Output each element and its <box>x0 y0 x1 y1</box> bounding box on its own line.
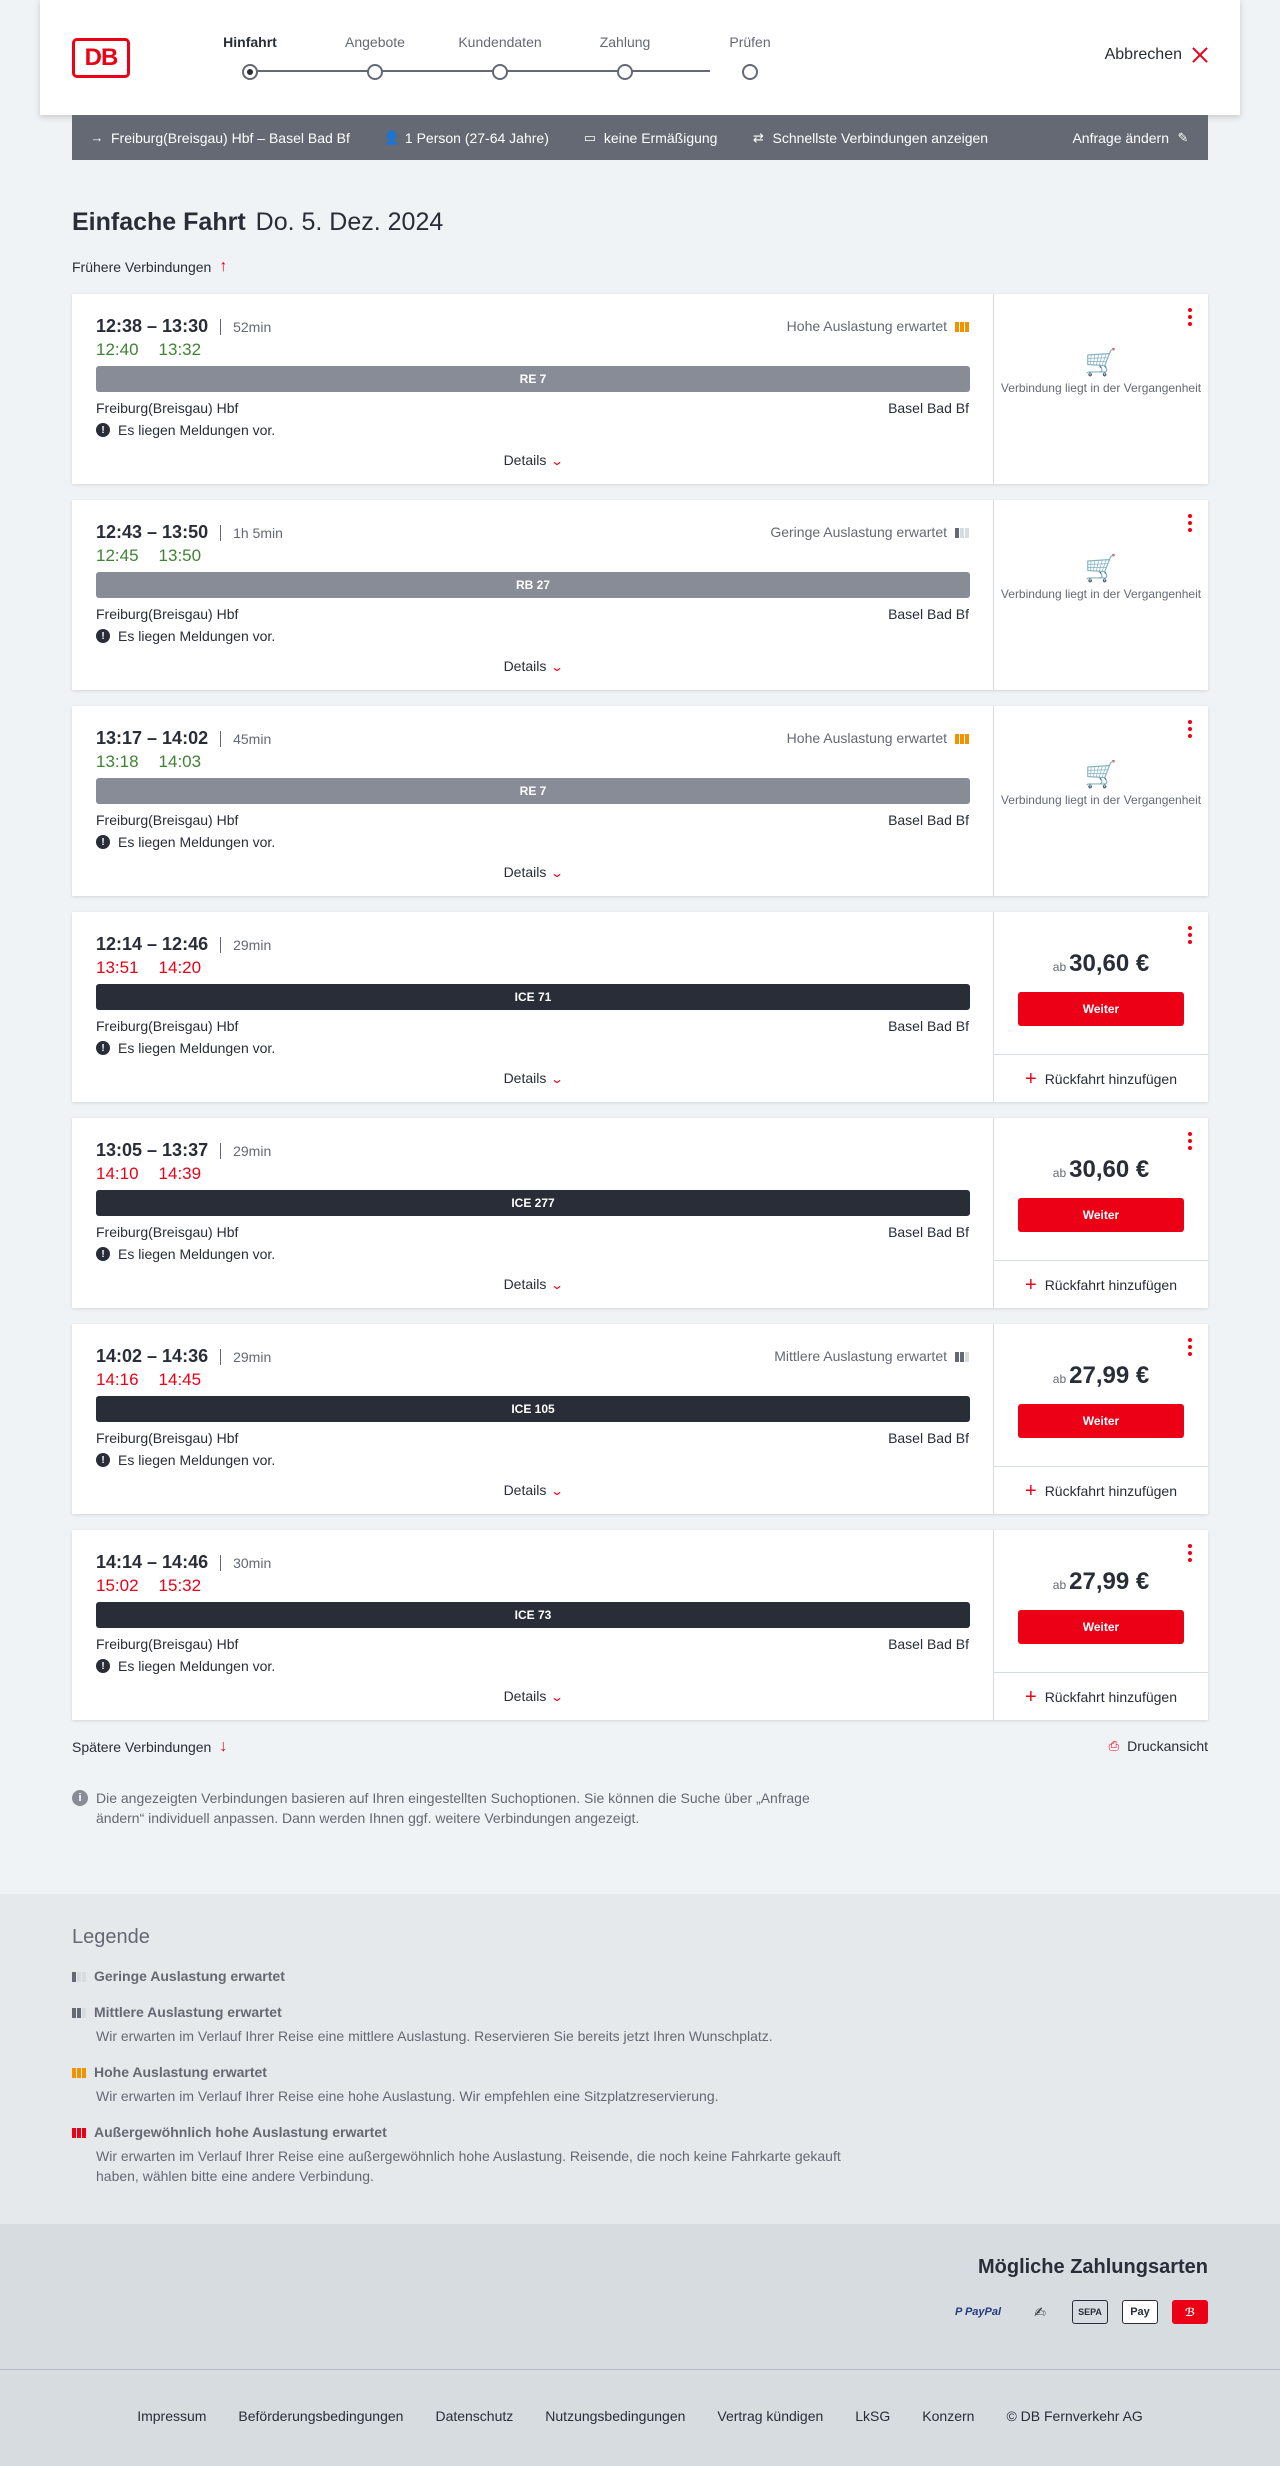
load-high-icon <box>72 2066 86 2078</box>
price-prefix: ab <box>1052 1166 1067 1180</box>
route-text: Freiburg(Breisgau) Hbf – Basel Bad Bf <box>111 129 350 146</box>
divider <box>220 937 221 953</box>
divider <box>220 1555 221 1571</box>
load-very-high-icon <box>72 2126 86 2138</box>
continue-button[interactable]: Weiter <box>1018 1404 1184 1438</box>
legend-item-low <box>72 1968 872 1984</box>
sepa-icon: SEPA <box>1072 2300 1108 2324</box>
footer-link-datenschutz[interactable]: Datenschutz <box>435 2408 514 2424</box>
realtime-arrival: 13:50 <box>158 546 202 565</box>
planned-times <box>96 1140 271 1161</box>
details-toggle[interactable] <box>72 658 994 674</box>
arrow-up-icon: ↑ <box>219 258 228 275</box>
origin-station: Freiburg(Breisgau) Hbf <box>96 400 239 416</box>
legend-desc: Wir erwarten im Verlauf Ihrer Reise eine außergewöhnlich hohe Auslastung. Reisende, die noch keine Fahrkarte gekauft haben, wählen bitte eine andere Verbindung. <box>96 2148 841 2184</box>
footer-link-lksg[interactable]: LkSG <box>855 2408 891 2424</box>
add-return-label: Rückfahrt hinzufügen <box>1044 1070 1177 1087</box>
load-indicator <box>787 730 969 746</box>
plus-icon: + <box>1025 1067 1037 1090</box>
offer-panel <box>994 706 1208 896</box>
past-text: Verbindung liegt in der Vergangenheit <box>1000 381 1202 395</box>
chevron-down-icon: ⌄ <box>550 1278 565 1292</box>
time-range: 12:43 – 13:50 <box>96 522 209 542</box>
step-zahlung[interactable] <box>575 34 675 80</box>
connection-info <box>72 706 994 896</box>
connection-info <box>72 912 994 1102</box>
add-return-label: Rückfahrt hinzufügen <box>1044 1276 1177 1293</box>
notice-text: Es liegen Meldungen vor. <box>118 1452 276 1468</box>
more-options-icon[interactable] <box>1188 308 1192 326</box>
fastest-option <box>751 130 988 146</box>
realtime-departure: 14:10 <box>96 1164 139 1183</box>
duration: 29min <box>233 936 272 953</box>
connection-card <box>72 1530 1208 1720</box>
realtime-arrival: 14:45 <box>158 1370 202 1389</box>
footer-copyright: © DB Fernverkehr AG <box>1006 2408 1143 2424</box>
realtime-arrival: 14:39 <box>158 1164 202 1183</box>
realtime-times <box>96 1164 201 1184</box>
notice-message <box>96 1452 275 1468</box>
plus-icon: + <box>1025 1273 1037 1296</box>
time-range: 12:14 – 12:46 <box>96 934 209 954</box>
details-label: Details <box>503 1688 547 1704</box>
print-label: Druckansicht <box>1127 1738 1208 1754</box>
offer-panel <box>994 1118 1208 1308</box>
load-high-icon <box>955 732 969 744</box>
notice-text: Es liegen Meldungen vor. <box>118 1246 276 1262</box>
price-value: 27,99 € <box>1069 1568 1150 1595</box>
change-request-button[interactable] <box>1072 130 1190 146</box>
alert-icon: ! <box>96 423 110 437</box>
realtime-departure: 13:18 <box>96 752 139 771</box>
details-label: Details <box>503 658 547 674</box>
notice-text: Es liegen Meldungen vor. <box>118 834 276 850</box>
origin-station: Freiburg(Breisgau) Hbf <box>96 1224 239 1240</box>
step-hinfahrt[interactable] <box>200 34 300 80</box>
header <box>40 0 1240 115</box>
destination-station: Basel Bad Bf <box>888 606 969 622</box>
load-low-icon <box>955 526 969 538</box>
chevron-down-icon: ⌄ <box>550 1484 565 1498</box>
info-note <box>72 1788 852 1828</box>
realtime-times <box>96 752 201 772</box>
step-pruefen[interactable] <box>700 34 800 80</box>
time-range: 13:17 – 14:02 <box>96 728 209 748</box>
price-value: 30,60 € <box>1069 1156 1150 1183</box>
notice-message <box>96 422 275 438</box>
legend-item-mid <box>72 2004 872 2046</box>
destination-station: Basel Bad Bf <box>888 1018 969 1034</box>
discount-text: keine Ermäßigung <box>603 129 718 146</box>
legend-title: Legende <box>72 1926 150 1948</box>
step-dot <box>242 64 258 80</box>
origin-station: Freiburg(Breisgau) Hbf <box>96 606 239 622</box>
footer-link-befoerderungsbedingungen[interactable]: Beförderungsbedingungen <box>238 2408 404 2424</box>
legend-item-high <box>72 2064 872 2106</box>
duration: 30min <box>233 1554 272 1571</box>
connection-card <box>72 1118 1208 1308</box>
connection-card <box>72 294 1208 484</box>
train-bar[interactable]: ICE 71 <box>96 984 970 1010</box>
person-icon: 👤 <box>383 129 401 145</box>
past-text: Verbindung liegt in der Vergangenheit <box>1000 793 1202 807</box>
connection-info <box>72 1324 994 1514</box>
more-options-icon[interactable] <box>1188 720 1192 738</box>
offer-panel <box>994 912 1208 1102</box>
duration: 45min <box>233 730 272 747</box>
realtime-arrival: 15:32 <box>158 1576 202 1595</box>
load-indicator <box>770 524 969 540</box>
footer-link-nutzungsbedingungen[interactable]: Nutzungsbedingungen <box>545 2408 686 2424</box>
price-prefix: ab <box>1052 960 1067 974</box>
passenger-summary <box>384 130 549 146</box>
realtime-arrival: 14:20 <box>158 958 202 977</box>
legend-head: Geringe Auslastung erwartet <box>94 1968 285 1984</box>
offer-panel <box>994 1530 1208 1720</box>
planned-times <box>96 728 271 749</box>
notice-text: Es liegen Meldungen vor. <box>118 628 276 644</box>
chevron-down-icon: ⌄ <box>550 866 565 880</box>
step-angebote[interactable] <box>325 34 425 80</box>
trip-type: Einfache Fahrt <box>72 208 246 236</box>
notice-message <box>96 1246 275 1262</box>
realtime-times <box>96 1576 201 1596</box>
step-label: Kundendaten <box>458 34 542 50</box>
later-label: Spätere Verbindungen <box>72 1739 212 1755</box>
load-text: Hohe Auslastung erwartet <box>786 318 947 334</box>
past-connection-notice <box>994 553 1208 602</box>
details-toggle[interactable] <box>72 1482 994 1498</box>
details-toggle[interactable] <box>72 1276 994 1292</box>
price-value: 27,99 € <box>1069 1362 1150 1389</box>
legend-head: Außergewöhnlich hohe Auslastung erwartet <box>94 2124 387 2140</box>
step-kundendaten[interactable] <box>450 34 550 80</box>
duration: 29min <box>233 1142 272 1159</box>
info-icon: i <box>72 1790 88 1806</box>
earlier-connections-link[interactable] <box>72 258 227 276</box>
cart-unavailable-icon: 🛒 <box>1084 553 1118 583</box>
connection-card <box>72 500 1208 690</box>
notice-message <box>96 1040 275 1056</box>
details-label: Details <box>503 864 547 880</box>
offer-panel <box>994 294 1208 484</box>
destination-station: Basel Bad Bf <box>888 812 969 828</box>
db-logo[interactable]: DB <box>72 38 130 78</box>
legend-head: Hohe Auslastung erwartet <box>94 2064 267 2080</box>
booking-stepper <box>200 34 771 84</box>
destination-station: Basel Bad Bf <box>888 1224 969 1240</box>
duration: 29min <box>233 1348 272 1365</box>
destination-station: Basel Bad Bf <box>888 1430 969 1446</box>
payment-section <box>0 2224 1280 2369</box>
price-value: 30,60 € <box>1069 950 1150 977</box>
connection-info <box>72 1118 994 1308</box>
alert-icon: ! <box>96 835 110 849</box>
connection-info <box>72 500 994 690</box>
details-toggle[interactable] <box>72 452 994 468</box>
arrow-right-icon: → <box>90 130 104 145</box>
footer-link-vertrag-kuendigen[interactable]: Vertrag kündigen <box>717 2408 824 2424</box>
train-bar[interactable]: ICE 105 <box>96 1396 970 1422</box>
divider <box>220 525 221 541</box>
step-dot <box>617 64 633 80</box>
realtime-times <box>96 340 201 360</box>
divider <box>220 1143 221 1159</box>
change-request-label: Anfrage ändern <box>1072 129 1169 146</box>
notice-message <box>96 834 275 850</box>
continue-button[interactable]: Weiter <box>1018 1198 1184 1232</box>
close-icon <box>1192 47 1208 63</box>
cancel-label: Abbrechen <box>1104 46 1182 63</box>
cart-unavailable-icon: 🛒 <box>1084 759 1118 789</box>
train-bar[interactable]: RB 27 <box>96 572 970 598</box>
planned-times <box>96 1346 271 1367</box>
time-range: 12:38 – 13:30 <box>96 316 209 336</box>
earlier-label: Frühere Verbindungen <box>72 259 212 275</box>
card-icon: ▭ <box>583 129 596 145</box>
alert-icon: ! <box>96 1247 110 1261</box>
time-range: 14:14 – 14:46 <box>96 1552 209 1572</box>
fastest-text: Schnellste Verbindungen anzeigen <box>772 129 989 146</box>
cart-unavailable-icon: 🛒 <box>1084 347 1118 377</box>
notice-text: Es liegen Meldungen vor. <box>118 1040 276 1056</box>
origin-station: Freiburg(Breisgau) Hbf <box>96 812 239 828</box>
divider <box>220 319 221 335</box>
realtime-departure: 13:51 <box>96 958 139 977</box>
footer <box>0 2369 1280 2466</box>
past-connection-notice <box>994 347 1208 396</box>
step-label: Prüfen <box>729 34 771 50</box>
alert-icon: ! <box>96 629 110 643</box>
passenger-text: 1 Person (27-64 Jahre) <box>404 129 549 146</box>
details-toggle[interactable] <box>72 1070 994 1086</box>
price <box>994 1156 1208 1184</box>
offer-panel <box>994 500 1208 690</box>
add-return-button[interactable] <box>994 1466 1208 1514</box>
legend-desc: Wir erwarten im Verlauf Ihrer Reise eine mittlere Auslastung. Reservieren Sie bereits jetzt Ihren Wunschplatz. <box>96 2028 773 2044</box>
paypal-icon: P PayPal <box>954 2306 1002 2318</box>
load-low-icon <box>72 1970 86 1982</box>
details-label: Details <box>503 1276 547 1292</box>
divider <box>220 731 221 747</box>
step-dot <box>367 64 383 80</box>
load-high-icon <box>955 320 969 332</box>
credit-card-icon: ✍ <box>1034 2303 1046 2320</box>
footer-links <box>0 2408 1280 2424</box>
train-bar[interactable]: ICE 277 <box>96 1190 970 1216</box>
realtime-arrival: 13:32 <box>158 340 202 359</box>
swap-icon: ⇄ <box>753 129 764 145</box>
realtime-times <box>96 958 201 978</box>
origin-station: Freiburg(Breisgau) Hbf <box>96 1636 239 1652</box>
origin-station: Freiburg(Breisgau) Hbf <box>96 1430 239 1446</box>
add-return-button[interactable] <box>994 1260 1208 1308</box>
train-bar[interactable]: ICE 73 <box>96 1602 970 1628</box>
time-range: 14:02 – 14:36 <box>96 1346 209 1366</box>
realtime-departure: 14:16 <box>96 1370 139 1389</box>
alert-icon: ! <box>96 1453 110 1467</box>
connection-info <box>72 294 994 484</box>
chevron-down-icon: ⌄ <box>550 454 565 468</box>
step-label: Zahlung <box>599 34 651 50</box>
load-mid-icon <box>72 2006 86 2018</box>
load-text: Mittlere Auslastung erwartet <box>774 1348 947 1364</box>
details-label: Details <box>503 1070 547 1086</box>
train-bar[interactable]: RE 7 <box>96 366 970 392</box>
legend-desc: Wir erwarten im Verlauf Ihrer Reise eine hohe Auslastung. Wir empfehlen eine Sitzplatzreservierung. <box>96 2088 719 2104</box>
footer-link-impressum[interactable]: Impressum <box>137 2408 207 2424</box>
duration: 52min <box>233 318 272 335</box>
more-options-icon[interactable] <box>1188 1338 1192 1356</box>
arrow-down-icon: ↓ <box>219 1738 228 1755</box>
details-label: Details <box>503 1482 547 1498</box>
discount-summary <box>583 130 718 146</box>
footer-link-konzern[interactable]: Konzern <box>922 2408 975 2424</box>
info-text: Die angezeigten Verbindungen basieren auf Ihren eingestellten Suchoptionen. Sie können die Suche über „Anfrage ändern“ individuell anpassen. Dann werden Ihnen ggf. weitere Verbindungen angezeigt. <box>96 1790 810 1826</box>
continue-button[interactable]: Weiter <box>1018 1610 1184 1644</box>
legend-head: Mittlere Auslastung erwartet <box>94 2004 282 2020</box>
details-toggle[interactable] <box>72 864 994 880</box>
realtime-times <box>96 1370 201 1390</box>
connection-card <box>72 706 1208 896</box>
notice-message <box>96 1658 275 1674</box>
planned-times <box>96 1552 271 1573</box>
route-summary <box>90 130 350 146</box>
chevron-down-icon: ⌄ <box>550 1690 565 1704</box>
step-label: Hinfahrt <box>223 34 277 50</box>
load-text: Hohe Auslastung erwartet <box>786 730 947 746</box>
alert-icon: ! <box>96 1041 110 1055</box>
price-prefix: ab <box>1052 1578 1067 1592</box>
realtime-departure: 12:40 <box>96 340 139 359</box>
duration: 1h 5min <box>233 524 283 541</box>
more-options-icon[interactable] <box>1188 514 1192 532</box>
plus-icon: + <box>1025 1685 1037 1708</box>
load-text: Geringe Auslastung erwartet <box>770 524 947 540</box>
offer-panel <box>994 1324 1208 1514</box>
add-return-label: Rückfahrt hinzufügen <box>1044 1482 1177 1499</box>
load-indicator <box>787 318 969 334</box>
price-prefix: ab <box>1052 1372 1067 1386</box>
realtime-departure: 12:45 <box>96 546 139 565</box>
past-text: Verbindung liegt in der Vergangenheit <box>1000 587 1202 601</box>
realtime-times <box>96 546 201 566</box>
chevron-down-icon: ⌄ <box>550 660 565 674</box>
more-options-icon[interactable] <box>1188 1544 1192 1562</box>
price <box>994 1362 1208 1390</box>
pencil-icon: ✎ <box>1177 129 1189 145</box>
connection-card <box>72 912 1208 1102</box>
details-label: Details <box>503 452 547 468</box>
print-view-link[interactable] <box>1109 1738 1208 1754</box>
train-bar[interactable]: RE 7 <box>96 778 970 804</box>
step-dot <box>742 64 758 80</box>
add-return-button[interactable] <box>994 1054 1208 1102</box>
add-return-button[interactable] <box>994 1672 1208 1720</box>
realtime-arrival: 14:03 <box>158 752 202 771</box>
more-options-icon[interactable] <box>1188 1132 1192 1150</box>
later-connections-link[interactable] <box>72 1738 227 1756</box>
price <box>994 1568 1208 1596</box>
load-indicator <box>774 1348 969 1364</box>
planned-times <box>96 316 271 337</box>
details-toggle[interactable] <box>72 1688 994 1704</box>
page-title <box>72 208 443 237</box>
realtime-departure: 15:02 <box>96 1576 139 1595</box>
cancel-button[interactable] <box>1105 46 1208 64</box>
legend-item-very-high <box>72 2124 872 2186</box>
connection-card <box>72 1324 1208 1514</box>
db-pay-icon: ℬ <box>1172 2300 1208 2324</box>
payment-methods <box>948 2300 1208 2324</box>
notice-text: Es liegen Meldungen vor. <box>118 1658 276 1674</box>
step-label: Angebote <box>345 34 405 50</box>
more-options-icon[interactable] <box>1188 926 1192 944</box>
connection-info <box>72 1530 994 1720</box>
search-summary-bar <box>72 115 1208 160</box>
continue-button[interactable]: Weiter <box>1018 992 1184 1026</box>
plus-icon: + <box>1025 1479 1037 1502</box>
destination-station: Basel Bad Bf <box>888 1636 969 1652</box>
legend-section <box>0 1894 1280 2224</box>
chevron-down-icon: ⌄ <box>550 1072 565 1086</box>
apple-pay-icon: Pay <box>1122 2300 1158 2324</box>
divider <box>220 1349 221 1365</box>
trip-date: Do. 5. Dez. 2024 <box>255 208 444 236</box>
origin-station: Freiburg(Breisgau) Hbf <box>96 1018 239 1034</box>
add-return-label: Rückfahrt hinzufügen <box>1044 1688 1177 1705</box>
planned-times <box>96 522 283 543</box>
past-connection-notice <box>994 759 1208 808</box>
load-mid-icon <box>955 1350 969 1362</box>
notice-text: Es liegen Meldungen vor. <box>118 422 276 438</box>
payment-title: Mögliche Zahlungsarten <box>977 2256 1208 2278</box>
notice-message <box>96 628 275 644</box>
destination-station: Basel Bad Bf <box>888 400 969 416</box>
planned-times <box>96 934 271 955</box>
price <box>994 950 1208 978</box>
printer-icon: ⎙ <box>1108 1738 1120 1753</box>
alert-icon: ! <box>96 1659 110 1673</box>
time-range: 13:05 – 13:37 <box>96 1140 209 1160</box>
step-dot <box>492 64 508 80</box>
